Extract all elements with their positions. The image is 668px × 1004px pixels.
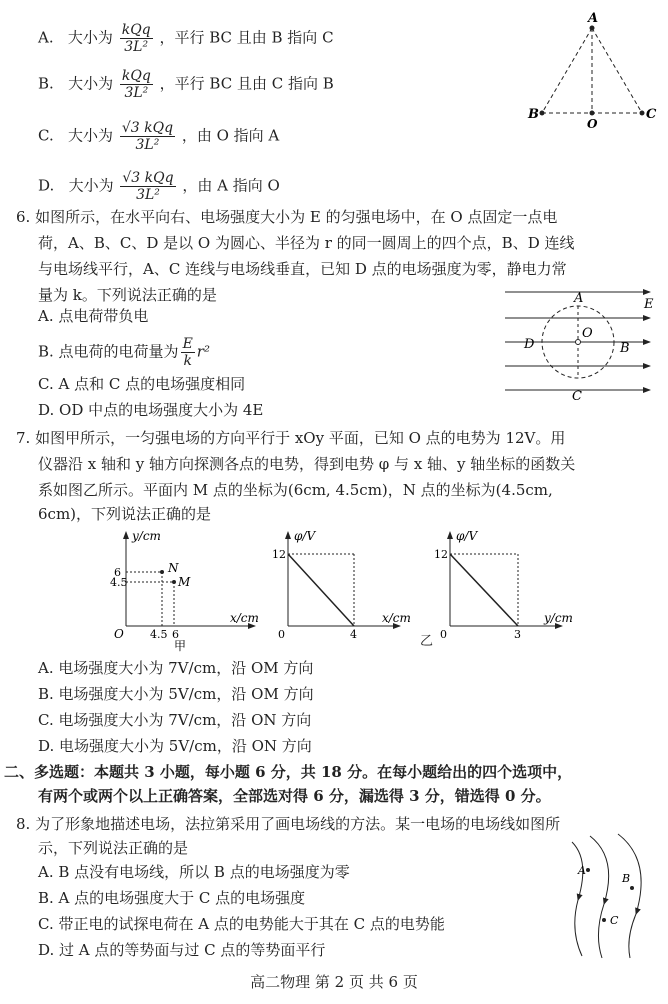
- tick-label: 4.5: [110, 576, 128, 589]
- numerator: kQq: [121, 68, 151, 84]
- fraction: [120, 22, 153, 55]
- tick-label: 4.5: [150, 628, 168, 641]
- point-o: [576, 340, 581, 345]
- q6-stem-line: 与电场线平行，A、C 连线与电场线垂直，已知 D 点的电场强度为零，静电力常: [38, 260, 567, 278]
- tick-label: 12: [434, 548, 448, 561]
- q6-option-c[interactable]: C. A 点和 C 点的电场强度相同: [38, 375, 246, 393]
- numerator: E: [182, 336, 193, 352]
- point-m: [172, 580, 176, 584]
- q8-option-a[interactable]: A. B 点没有电场线，所以 B 点的电场强度为零: [38, 863, 350, 881]
- q7-figure-yi-phi-x: [270, 526, 420, 638]
- label-a: A: [574, 291, 584, 306]
- option-text: 大小为: [68, 176, 114, 195]
- q7-stem-line: 系如图乙所示。平面内 M 点的坐标为(6cm, 4.5cm)，N 点的坐标为(4.5cm,: [38, 481, 553, 499]
- option-text: 大小为: [68, 126, 114, 145]
- origin-label: 0: [440, 628, 447, 638]
- denominator: 3L²: [124, 39, 149, 55]
- x-axis-label: x/cm: [382, 611, 411, 625]
- denominator: 3L²: [124, 85, 149, 101]
- point-a: [586, 868, 590, 872]
- numerator: √3 kQq: [122, 170, 174, 186]
- option-label: C.: [38, 126, 54, 145]
- point-b: [540, 111, 545, 116]
- point-a: [590, 26, 595, 31]
- q6-stem-line: 荷，A、B、C、D 是以 O 为圆心、半径为 r 的同一圆周上的四个点，B、D 连线: [38, 234, 575, 252]
- q6-option-b[interactable]: [38, 336, 210, 369]
- q8-field-figure: [560, 830, 664, 962]
- label-b: B: [620, 341, 630, 356]
- option-text: 大小为: [67, 28, 113, 47]
- label-o: O: [587, 117, 598, 130]
- phi-axis-label: φ/V: [456, 529, 478, 543]
- q8-stem-line: 示，下列说法正确的是: [38, 839, 189, 857]
- q6-option-a[interactable]: A. 点电荷带负电: [38, 307, 149, 325]
- point-n: [160, 570, 164, 574]
- numerator: √3 kQq: [121, 120, 174, 136]
- fraction: [120, 68, 153, 101]
- option-text: ，平行 BC 且由 C 指向 B: [159, 74, 334, 93]
- origin-label: O: [114, 627, 124, 641]
- q5-option-d[interactable]: [38, 170, 280, 203]
- y-axis-label: y/cm: [544, 611, 573, 625]
- q7-figure-jia: [110, 526, 270, 654]
- q7-option-a[interactable]: A. 电场强度大小为 7V/cm，沿 OM 方向: [38, 659, 314, 677]
- label-c: C: [610, 914, 619, 927]
- point-b: [630, 886, 634, 890]
- q7-option-b[interactable]: B. 电场强度大小为 5V/cm，沿 OM 方向: [38, 685, 314, 703]
- phi-axis-label: φ/V: [294, 529, 316, 543]
- q7-option-c[interactable]: C. 电场强度大小为 7V/cm，沿 ON 方向: [38, 711, 312, 729]
- label-a: A: [588, 11, 599, 26]
- side-ac: [592, 28, 642, 113]
- q5-triangle-figure: [520, 10, 660, 130]
- q6-field-figure: [500, 282, 660, 402]
- label-n: N: [168, 561, 179, 575]
- tick-label: 6: [114, 566, 121, 579]
- point-c: [640, 111, 645, 116]
- label-d: D: [524, 337, 535, 352]
- denominator: 3L²: [136, 187, 160, 203]
- q8-option-d[interactable]: D. 过 A 点的等势面与过 C 点的等势面平行: [38, 941, 326, 959]
- option-text: B. 点电荷的电荷量为: [38, 342, 179, 361]
- section-heading: 二、多选题：本题共 3 小题，每小题 6 分，共 18 分。在每小题给出的四个选项中，: [4, 763, 573, 781]
- y-axis-label: y/cm: [132, 529, 161, 543]
- x-axis-label: x/cm: [230, 611, 259, 625]
- option-label: B.: [38, 74, 54, 93]
- field-line: [618, 834, 641, 958]
- fraction: [181, 336, 195, 369]
- point-o: [590, 111, 595, 116]
- denominator: k: [183, 353, 192, 369]
- denominator: 3L²: [135, 137, 160, 153]
- q7-figure-yi-phi-y: [432, 526, 582, 638]
- phi-line: [288, 554, 354, 626]
- q8-option-b[interactable]: B. A 点的电场强度大于 C 点的电场强度: [38, 889, 306, 907]
- fraction: [120, 120, 175, 153]
- q5-option-c[interactable]: [38, 120, 279, 153]
- tick-label: 6: [172, 628, 179, 641]
- q6-stem-line: 6. 如图所示，在水平向右、电场强度大小为 E 的匀强电场中，在 O 点固定一点电: [16, 208, 558, 226]
- option-text: ，由 O 指向 A: [181, 126, 280, 145]
- label-b: B: [528, 107, 539, 122]
- phi-line: [450, 554, 518, 626]
- numerator: kQq: [121, 22, 151, 38]
- page-footer: 高二物理 第 2 页 共 6 页: [250, 973, 418, 991]
- label-o: O: [582, 326, 593, 341]
- q7-stem-line: 仪器沿 x 轴和 y 轴方向探测各点的电势，得到电势 φ 与 x 轴、y 轴坐标的函数关: [38, 455, 576, 473]
- fraction: [120, 170, 175, 203]
- field-line: [572, 842, 583, 956]
- point-c: [602, 918, 606, 922]
- figure-caption: 乙: [420, 634, 434, 649]
- option-text: 大小为: [68, 74, 114, 93]
- q8-stem-line: 8. 为了形象地描述电场，法拉第采用了画电场线的方法。某一电场的电场线如图所: [16, 815, 561, 833]
- label-a: A: [578, 864, 586, 877]
- q5-option-b[interactable]: [38, 68, 334, 101]
- option-text: ，由 A 指向 O: [182, 176, 280, 195]
- q7-stem-line: 7. 如图甲所示，一匀强电场的方向平行于 xOy 平面，已知 O 点的电势为 12V。用: [16, 429, 566, 447]
- q8-option-c[interactable]: C. 带正电的试探电荷在 A 点的电势能大于其在 C 点的电势能: [38, 915, 445, 933]
- q6-stem-line: 量为 k。下列说法正确的是: [38, 286, 217, 304]
- option-text: ，平行 BC 且由 B 指向 C: [159, 28, 334, 47]
- side-ab: [542, 28, 592, 113]
- section-instructions: 有两个或两个以上正确答案，全部选对得 6 分，漏选得 3 分，错选得 0 分。: [38, 787, 551, 805]
- q6-option-d[interactable]: D. OD 中点的电场强度大小为 4E: [38, 401, 264, 419]
- field-line: [590, 836, 609, 958]
- tick-label: 12: [272, 548, 286, 561]
- option-text: r²: [196, 342, 210, 361]
- option-label: D.: [38, 176, 55, 195]
- q7-option-d[interactable]: D. 电场强度大小为 5V/cm，沿 ON 方向: [38, 737, 312, 755]
- label-c: C: [646, 107, 657, 122]
- q5-option-a[interactable]: [38, 22, 334, 55]
- tick-label: 4: [350, 628, 357, 638]
- origin-label: 0: [278, 628, 285, 638]
- label-c: C: [572, 389, 582, 402]
- label-e: E: [644, 297, 654, 312]
- label-b: B: [622, 872, 631, 885]
- figure-caption: 甲: [174, 639, 187, 653]
- label-m: M: [178, 575, 191, 589]
- tick-label: 3: [514, 628, 521, 638]
- q7-stem-line: 6cm)，下列说法正确的是: [38, 505, 212, 523]
- option-label: A.: [38, 28, 54, 47]
